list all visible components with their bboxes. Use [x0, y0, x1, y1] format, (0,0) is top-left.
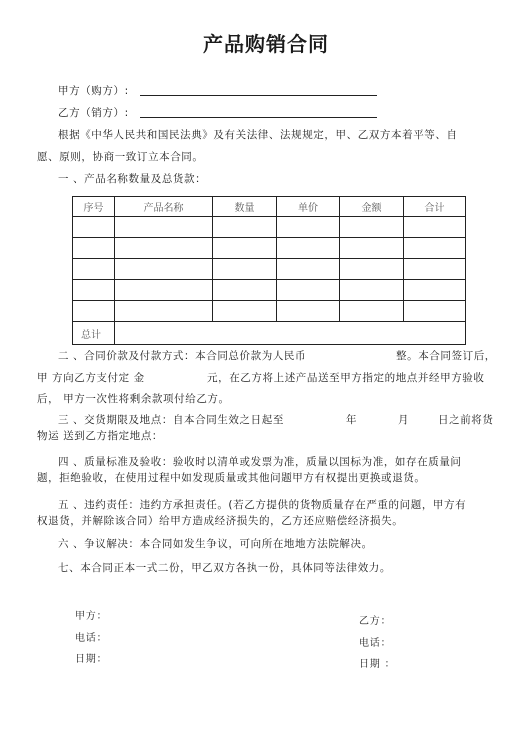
table-cell[interactable] [340, 259, 404, 280]
section-3-line-2: 物运 送到乙方指定地点： [37, 430, 164, 442]
table-cell[interactable] [115, 259, 213, 280]
section-7: 七、本合同正本一式二份，甲乙双方各执一份，具体同等法律效力。 [58, 562, 391, 574]
table-cell[interactable] [277, 259, 340, 280]
section-3-year: 年 [346, 414, 358, 426]
intro-line-2: 愿、原则，协商一致订立本合同。 [37, 151, 204, 163]
column-header: 数量 [213, 197, 277, 217]
section-3-line-1b: 日之前将货 [438, 414, 494, 426]
party-a-signature-label: 甲方： [75, 611, 108, 622]
party-a-date-label: 日期： [75, 654, 108, 665]
table-cell[interactable] [115, 238, 213, 259]
party-a-label: 甲方（购方）: [58, 85, 129, 97]
column-header: 合计 [404, 197, 466, 217]
table-cell[interactable] [213, 280, 277, 301]
table-cell[interactable] [340, 280, 404, 301]
party-b-fill-line [140, 117, 377, 118]
table-cell[interactable] [277, 301, 340, 322]
table-cell[interactable] [115, 217, 213, 238]
total-label: 总计 [73, 322, 115, 345]
column-header: 序号 [73, 197, 115, 217]
contract-title: 产品购销合同 [203, 32, 329, 56]
table-cell[interactable] [213, 301, 277, 322]
table-cell[interactable] [213, 259, 277, 280]
section-4-line-1: 四 、质量标准及验收：验收时以清单或发票为准，质量以国标为准，如存在质量问 [58, 456, 462, 468]
party-b-signature-label: 乙方： [359, 616, 392, 627]
table-cell[interactable] [73, 280, 115, 301]
section-2-line-3: 后， 甲方一次性将剩余款项付给乙方。 [37, 393, 230, 405]
table-row [73, 238, 466, 259]
section-6: 六 、争议解决：本合同如发生争议，可向所在地地方法院解决。 [58, 538, 373, 550]
party-b-label: 乙方（销方）: [58, 107, 129, 119]
table-cell[interactable] [340, 301, 404, 322]
table-row [73, 259, 466, 280]
table-cell[interactable] [340, 217, 404, 238]
party-a-phone-label: 电话： [75, 633, 108, 644]
product-table [72, 196, 466, 345]
column-header: 单价 [277, 197, 340, 217]
table-cell[interactable] [73, 259, 115, 280]
total-value-cell[interactable] [115, 322, 466, 345]
table-header-row [73, 197, 466, 217]
party-b-date-label: 日期 ： [359, 659, 396, 670]
table-cell[interactable] [73, 301, 115, 322]
table-cell[interactable] [277, 238, 340, 259]
table-row [73, 280, 466, 301]
table-cell[interactable] [115, 301, 213, 322]
section-2-line-1b: 整。本合同签订后， [396, 350, 496, 362]
table-cell[interactable] [73, 238, 115, 259]
table-cell[interactable] [73, 217, 115, 238]
section-3-line-1a: 三 、交货期限及地点：自本合同生效之日起至 [58, 414, 284, 426]
section-5-line-2: 权退货，并解除该合同）给甲方造成经济损失的，乙方还应赔偿经济损失。 [37, 515, 404, 527]
section-5-line-1: 五 、违约责任：违约方承担责任。(若乙方提供的货物质量存在严重的问题，甲方有 [58, 499, 467, 511]
section-4-line-2: 题，拒绝验收，在使用过程中如发现质量或其他问题甲方有权提出更换或退货。 [37, 472, 426, 484]
party-a-fill-line [140, 95, 377, 96]
intro-line-1: 根据《中华人民共和国民法典》及有关法律、法规规定，甲、乙双方本着平等、自 [58, 129, 458, 141]
section-2-line-2b: 元，在乙方将上述产品送至甲方指定的地点并经甲方验收 [207, 372, 485, 384]
table-cell[interactable] [213, 238, 277, 259]
section-3-month: 月 [398, 414, 410, 426]
table-row [73, 217, 466, 238]
table-cell[interactable] [277, 217, 340, 238]
section-2-line-2a: 甲 方向乙方支付定 金 [37, 372, 145, 384]
table-cell[interactable] [213, 217, 277, 238]
table-cell[interactable] [115, 280, 213, 301]
table-cell[interactable] [340, 238, 404, 259]
table-cell[interactable] [404, 217, 466, 238]
table-row [73, 301, 466, 322]
table-cell[interactable] [404, 259, 466, 280]
table-cell[interactable] [404, 301, 466, 322]
section-2-line-1a: 二 、合同价款及付款方式：本合同总价款为人民币 [58, 350, 307, 362]
section-1-heading: 一 、产品名称数量及总货款： [58, 173, 207, 185]
table-cell[interactable] [404, 280, 466, 301]
column-header: 金额 [340, 197, 404, 217]
party-b-phone-label: 电话： [359, 638, 392, 649]
table-cell[interactable] [277, 280, 340, 301]
column-header: 产品名称 [115, 197, 213, 217]
table-total-row [73, 322, 466, 345]
table-cell[interactable] [404, 238, 466, 259]
